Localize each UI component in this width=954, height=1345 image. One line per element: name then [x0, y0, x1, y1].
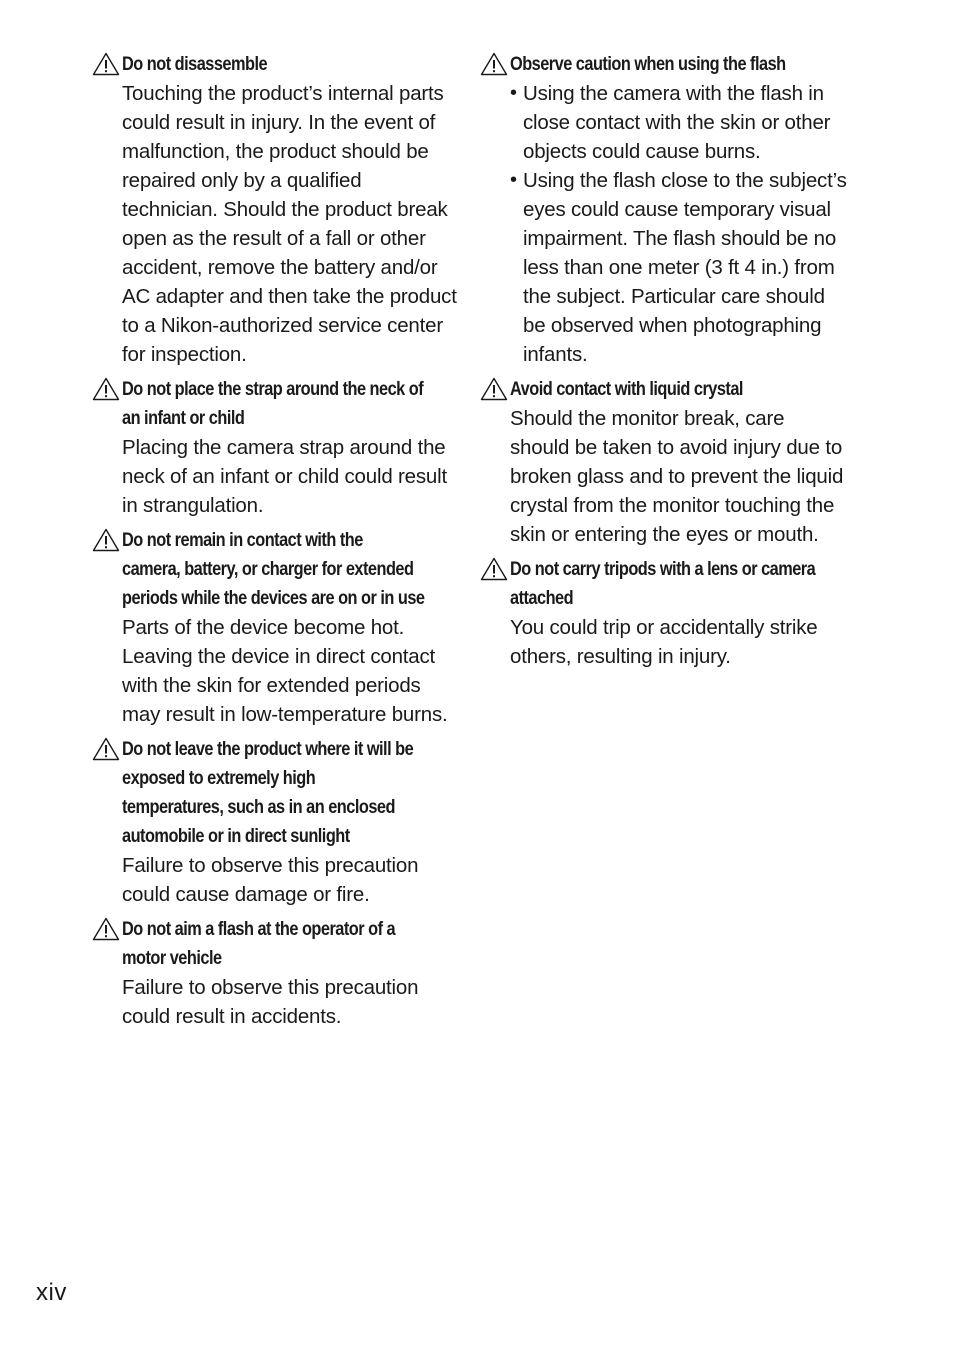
body-line: Touching the product’s internal parts	[122, 82, 444, 105]
warning-heading	[510, 375, 806, 404]
warning-body	[122, 79, 468, 369]
warning-heading	[510, 555, 816, 613]
warning-flash-caution	[478, 50, 854, 369]
body-line: may result in low-temperature burns.	[122, 703, 448, 726]
body-line: malfunction, the product should be	[122, 140, 429, 163]
body-line: AC adapter and then take the product	[122, 285, 457, 308]
warning-do-not-disassemble	[90, 50, 468, 369]
heading-line: exposed to extremely high	[122, 768, 316, 789]
warning-triangle-icon	[92, 917, 120, 941]
heading-line: Do not aim a flash at the operator of a	[122, 919, 396, 940]
heading-line: Do not remain in contact with the	[122, 530, 363, 551]
body-line: for inspection.	[122, 343, 247, 366]
body-line: You could trip or accidentally strike	[510, 616, 818, 639]
heading-line: Observe caution when using the flash	[510, 54, 786, 75]
warning-triangle-icon	[92, 528, 120, 552]
right-column	[478, 50, 854, 677]
warning-contact-extended	[90, 526, 468, 729]
bullet-item	[510, 166, 854, 369]
warning-triangle-icon	[480, 557, 508, 581]
body-line: with the skin for extended periods	[122, 674, 421, 697]
heading-line: temperatures, such as in an enclosed	[122, 797, 395, 818]
warning-heading	[122, 735, 420, 851]
body-line: in strangulation.	[122, 494, 264, 517]
warning-body	[122, 973, 468, 1031]
body-line: Placing the camera strap around the	[122, 436, 446, 459]
heading-line: camera, battery, or charger for extended	[122, 559, 414, 580]
heading-line: Do not place the strap around the neck of	[122, 379, 424, 400]
heading-line: Do not leave the product where it will be	[122, 739, 414, 760]
warning-body	[122, 433, 468, 520]
heading-line: motor vehicle	[122, 948, 222, 969]
heading-line: automobile or in direct sunlight	[122, 826, 350, 847]
warning-triangle-icon	[92, 52, 120, 76]
bullet-list	[510, 79, 854, 369]
warning-triangle-icon	[480, 52, 508, 76]
body-line: Parts of the device become hot.	[122, 616, 405, 639]
warning-heading	[122, 375, 424, 433]
body-line: Using the flash close to the subject’s	[523, 169, 847, 192]
body-line: others, resulting in injury.	[510, 645, 731, 668]
warning-triangle-icon	[92, 737, 120, 761]
body-line: Failure to observe this precaution	[122, 854, 419, 877]
warning-strap-infant	[90, 375, 468, 520]
heading-line: Do not carry tripods with a lens or camera	[510, 559, 816, 580]
body-line: crystal from the monitor touching the	[510, 494, 835, 517]
body-line: could result in injury. In the event of	[122, 111, 436, 134]
bullet-mark: •	[510, 169, 517, 191]
body-line: neck of an infant or child could result	[122, 465, 447, 488]
body-line: broken glass and to prevent the liquid	[510, 465, 844, 488]
page-number: xiv	[36, 1279, 67, 1306]
body-line: Leaving the device in direct contact	[122, 645, 436, 668]
body-line: close contact with the skin or other	[523, 111, 831, 134]
warning-triangle-icon	[480, 377, 508, 401]
warning-heading	[122, 526, 425, 613]
warning-body	[122, 851, 468, 909]
heading-line: an infant or child	[122, 408, 245, 429]
warning-high-temperatures	[90, 735, 468, 909]
body-line: could cause damage or fire.	[122, 883, 370, 906]
warning-triangle-icon	[92, 377, 120, 401]
bullet-item	[510, 79, 854, 166]
warning-heading	[122, 50, 420, 79]
body-line: impairment. The flash should be no	[523, 227, 837, 250]
bullet-mark: •	[510, 82, 517, 104]
body-line: be observed when photographing	[523, 314, 822, 337]
body-line: repaired only by a qualified	[122, 169, 362, 192]
left-column	[90, 50, 468, 1037]
body-line: eyes could cause temporary visual	[523, 198, 831, 221]
body-line: accident, remove the battery and/or	[122, 256, 438, 279]
body-line: open as the result of a fall or other	[122, 227, 426, 250]
body-line: should be taken to avoid injury due to	[510, 436, 843, 459]
warning-body	[122, 613, 468, 729]
body-line: could result in accidents.	[122, 1005, 342, 1028]
body-line: the subject. Particular care should	[523, 285, 825, 308]
body-line: infants.	[523, 343, 588, 366]
body-line: to a Nikon-authorized service center	[122, 314, 443, 337]
body-line: less than one meter (3 ft 4 in.) from	[523, 256, 835, 279]
heading-line: Do not disassemble	[122, 54, 268, 75]
heading-line: attached	[510, 588, 574, 609]
heading-line: Avoid contact with liquid crystal	[510, 379, 743, 400]
body-line: skin or entering the eyes or mouth.	[510, 523, 819, 546]
heading-line: periods while the devices are on or in use	[122, 588, 425, 609]
body-line: technician. Should the product break	[122, 198, 448, 221]
warning-body	[510, 613, 854, 671]
warning-heading	[122, 915, 420, 973]
warning-heading	[510, 50, 806, 79]
warning-body	[510, 404, 854, 549]
body-line: objects could cause burns.	[523, 140, 761, 163]
body-line: Should the monitor break, care	[510, 407, 785, 430]
warning-tripods	[478, 555, 854, 671]
body-line: Using the camera with the flash in	[523, 82, 824, 105]
warning-liquid-crystal	[478, 375, 854, 549]
warning-flash-driver	[90, 915, 468, 1031]
body-line: Failure to observe this precaution	[122, 976, 419, 999]
